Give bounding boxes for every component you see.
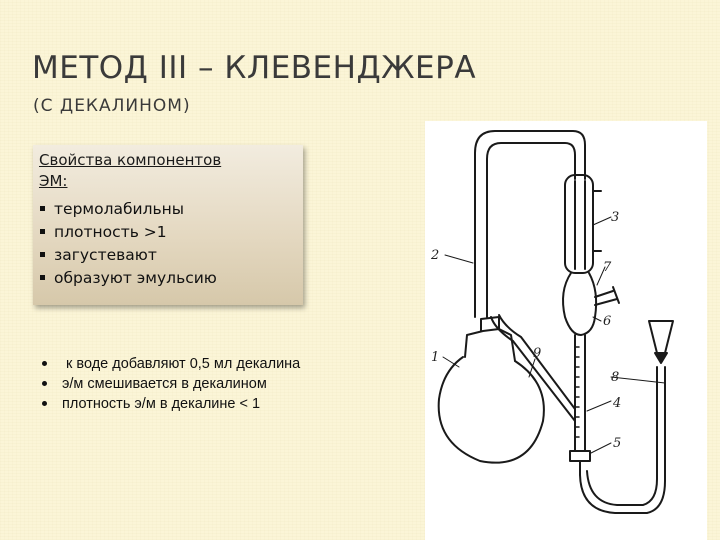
list-item [39, 221, 297, 244]
bullet-icon [42, 401, 47, 406]
label-3: 3 [611, 210, 620, 225]
label-6: 6 [603, 314, 612, 329]
note-item [36, 394, 336, 414]
note-item [36, 374, 336, 394]
note-text: э/м смешивается в декалином [62, 376, 267, 392]
list-item [39, 244, 297, 267]
note-text: плотность э/м в декалине < 1 [62, 396, 261, 412]
list-item-text: термолабильны [54, 200, 185, 218]
note-item [36, 354, 336, 374]
properties-heading [39, 150, 297, 192]
bullet-icon [40, 229, 45, 234]
list-item [39, 267, 297, 290]
bullet-icon [42, 381, 47, 386]
notes-list [36, 354, 336, 414]
label-8: 8 [611, 370, 620, 385]
clevenger-apparatus-diagram [425, 121, 707, 540]
slide-title: МЕТОД III – КЛЕВЕНДЖЕРА [32, 50, 477, 86]
list-item-text: загустевают [54, 246, 157, 264]
label-9: 9 [533, 346, 542, 361]
bullet-icon [42, 361, 47, 366]
flask-neck [465, 329, 515, 361]
properties-list [39, 198, 297, 290]
apparatus-figure [425, 121, 707, 540]
bullet-icon [40, 275, 45, 280]
stopcock [570, 451, 590, 461]
label-1: 1 [431, 350, 440, 365]
flask-body [439, 357, 544, 463]
list-item-text: плотность >1 [54, 223, 167, 241]
label-5: 5 [613, 436, 622, 451]
slide-subtitle: (С ДЕКАЛИНОМ) [33, 96, 191, 116]
note-text: к воде добавляют 0,5 мл декалина [62, 356, 301, 372]
label-2: 2 [431, 248, 440, 263]
label-7: 7 [603, 260, 612, 275]
properties-heading-line2: ЭМ: [39, 172, 68, 190]
list-item [39, 198, 297, 221]
properties-box [33, 145, 303, 305]
properties-heading-line1: Свойства компонентов [39, 151, 222, 169]
funnel [649, 321, 673, 353]
condenser [565, 175, 593, 273]
label-4: 4 [613, 396, 622, 411]
bullet-icon [40, 252, 45, 257]
list-item-text: образуют эмульсию [54, 269, 217, 287]
bullet-icon [40, 206, 45, 211]
